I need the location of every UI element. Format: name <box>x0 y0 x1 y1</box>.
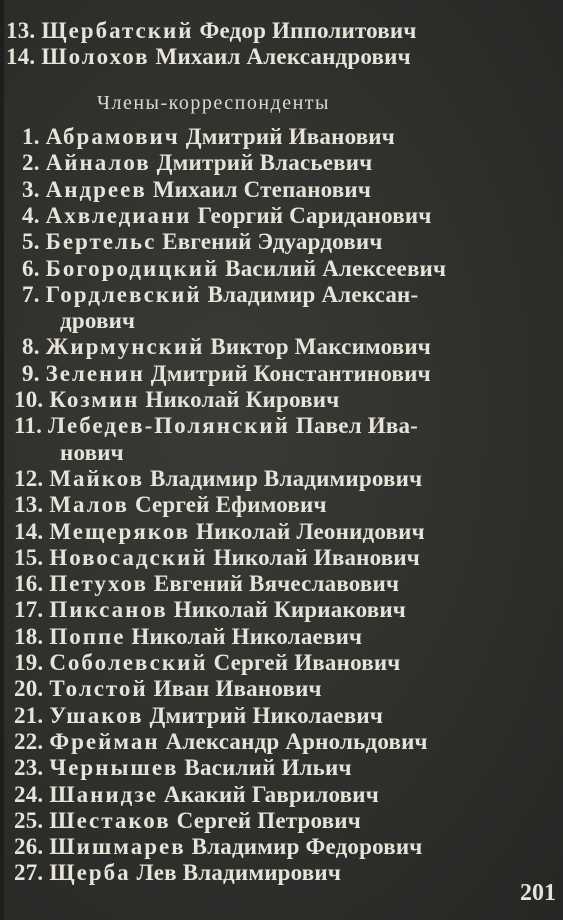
list-item <box>22 177 371 203</box>
entry-given-names: Николай Кирович <box>145 387 340 412</box>
entry-given-names: Василий Алексеевич <box>225 255 447 281</box>
entry-number: 14. <box>14 518 44 544</box>
page-edge-shadow <box>0 0 4 920</box>
list-item <box>60 440 124 466</box>
entry-surname: Майков <box>49 465 145 491</box>
entry-number: 23. <box>14 755 44 781</box>
entry-number: 14. <box>6 44 36 69</box>
entry-surname: Шестаков <box>49 807 171 833</box>
entry-surname: Богородицкий <box>45 255 220 281</box>
entry-given-names: Николай Николаевич <box>131 623 363 649</box>
entry-given-names: Дмитрий Иванович <box>185 124 395 149</box>
entry-number: 13. <box>14 492 44 518</box>
entry-given-names: Дмитрий Власьевич <box>156 150 373 176</box>
entry-given-names: Владимир Владимирович <box>150 465 423 491</box>
entry-given-names: Акакий Гаврилович <box>163 781 379 807</box>
entry-number: 15. <box>14 544 44 570</box>
entry-surname: Щерба <box>49 860 131 886</box>
list-item <box>14 597 406 623</box>
list-item <box>14 755 352 781</box>
list-item <box>22 282 418 308</box>
entry-number: 21. <box>14 702 44 728</box>
entry-surname: Шишмарев <box>49 834 186 860</box>
list-item <box>22 334 431 360</box>
list-item <box>22 150 372 176</box>
list-item <box>14 650 400 676</box>
entry-given-names: Владимир Алексан- <box>207 281 419 307</box>
entry-number: 24. <box>14 781 44 807</box>
entry-surname: Чернышев <box>49 755 179 781</box>
list-item <box>6 18 417 44</box>
list-item <box>22 256 446 282</box>
entry-number: 22. <box>14 728 44 754</box>
list-item <box>14 571 399 597</box>
entry-given-names: Павел Ива- <box>295 413 419 439</box>
list-item <box>22 203 432 229</box>
entry-given-names: Сергей Иванович <box>213 650 401 675</box>
list-item <box>22 124 395 150</box>
entry-number: 16. <box>14 571 44 597</box>
entry-surname: Андреев <box>45 176 147 202</box>
list-item <box>14 387 339 413</box>
entry-number: 27. <box>14 860 44 886</box>
entry-given-names: Василий Ильич <box>184 755 352 781</box>
entry-given-names: Иван Иванович <box>153 676 322 702</box>
entry-surname: Абрамович <box>45 124 180 149</box>
list-item <box>60 308 135 334</box>
section-heading: Члены-корреспонденты <box>97 92 330 114</box>
entry-surname: Ушаков <box>49 702 144 728</box>
entry-number: 13. <box>6 18 36 43</box>
entry-given-names: Николай Кириакович <box>173 597 406 623</box>
entry-given-names: Михаил Александрович <box>155 44 411 69</box>
entry-given-names: Евгений Вячеславович <box>153 571 400 597</box>
entry-number: 12. <box>14 465 44 491</box>
list-item <box>14 519 425 545</box>
entry-surname: Мещеряков <box>49 518 191 544</box>
entry-surname: Шанидзе <box>49 781 158 807</box>
entry-given-names: Лев Владимирович <box>136 860 342 886</box>
entry-number: 20. <box>14 676 44 702</box>
entry-number: 8. <box>22 334 40 360</box>
list-item <box>14 834 422 860</box>
entry-number: 4. <box>22 202 40 228</box>
entry-given-names: нович <box>60 439 124 465</box>
entry-given-names: Владимир Федорович <box>191 834 423 860</box>
list-item <box>22 361 431 387</box>
entry-number: 25. <box>14 807 44 833</box>
entry-number: 10. <box>14 387 44 412</box>
entry-number: 11. <box>14 413 43 439</box>
entry-surname: Айналов <box>45 150 151 176</box>
entry-surname: Лебедев-Полянский <box>48 413 290 439</box>
entry-surname: Малов <box>49 492 129 518</box>
list-item <box>14 492 327 518</box>
list-item <box>14 782 379 808</box>
list-item <box>14 860 341 886</box>
list-item <box>14 545 420 571</box>
list-item <box>14 729 428 755</box>
list-item <box>6 44 411 70</box>
entry-given-names: Николай Леонидович <box>196 518 425 544</box>
entry-given-names: Александр Арнольдович <box>165 728 428 754</box>
entry-given-names: Михаил Степанович <box>152 176 372 202</box>
entry-surname: Козмин <box>49 387 140 412</box>
entry-given-names: Виктор Максимович <box>210 334 431 360</box>
entry-number: 5. <box>22 229 40 255</box>
entry-number: 26. <box>14 834 44 860</box>
entry-surname: Фрейман <box>49 728 160 754</box>
entry-surname: Соболевский <box>49 650 208 675</box>
entry-number: 3. <box>22 176 40 202</box>
list-item <box>14 676 322 702</box>
page-number: 201 <box>520 880 556 906</box>
entry-surname: Бертельс <box>45 229 157 255</box>
entry-number: 6. <box>22 255 40 281</box>
entry-given-names: Георгий Сариданович <box>197 202 432 228</box>
entry-surname: Пиксанов <box>49 597 168 623</box>
entry-given-names: Сергей Ефимович <box>134 492 327 518</box>
entry-surname: Жирмунский <box>45 334 205 360</box>
entry-given-names: Николай Иванович <box>213 544 420 570</box>
entry-given-names: Сергей Петрович <box>176 807 361 833</box>
entry-surname: Поппе <box>49 623 126 649</box>
list-item <box>14 808 361 834</box>
entry-number: 18. <box>14 623 44 649</box>
entry-surname: Гордлевский <box>45 281 202 307</box>
entry-surname: Щербатский <box>41 18 194 43</box>
entry-number: 1. <box>22 124 40 149</box>
list-item <box>14 624 362 650</box>
entry-surname: Толстой <box>49 676 148 702</box>
entry-surname: Ахвледиани <box>45 202 192 228</box>
entry-given-names: Евгений Эдуардович <box>162 229 383 255</box>
entry-number: 17. <box>14 597 44 623</box>
entry-given-names: Дмитрий Николаевич <box>149 702 383 728</box>
list-item <box>14 413 418 439</box>
entry-surname: Новосадский <box>49 544 208 570</box>
list-item <box>14 703 383 729</box>
entry-given-names: Федор Ипполитович <box>199 18 417 43</box>
entry-number: 9. <box>22 360 40 386</box>
entry-surname: Шолохов <box>41 44 150 69</box>
entry-surname: Зеленин <box>45 360 145 386</box>
entry-number: 7. <box>22 281 40 307</box>
entry-number: 19. <box>14 650 44 675</box>
list-item <box>14 466 422 492</box>
entry-number: 2. <box>22 150 40 176</box>
entry-given-names: дрович <box>60 308 136 334</box>
list-item <box>22 229 383 255</box>
entry-surname: Петухов <box>49 571 148 597</box>
entry-given-names: Дмитрий Константинович <box>150 360 431 386</box>
